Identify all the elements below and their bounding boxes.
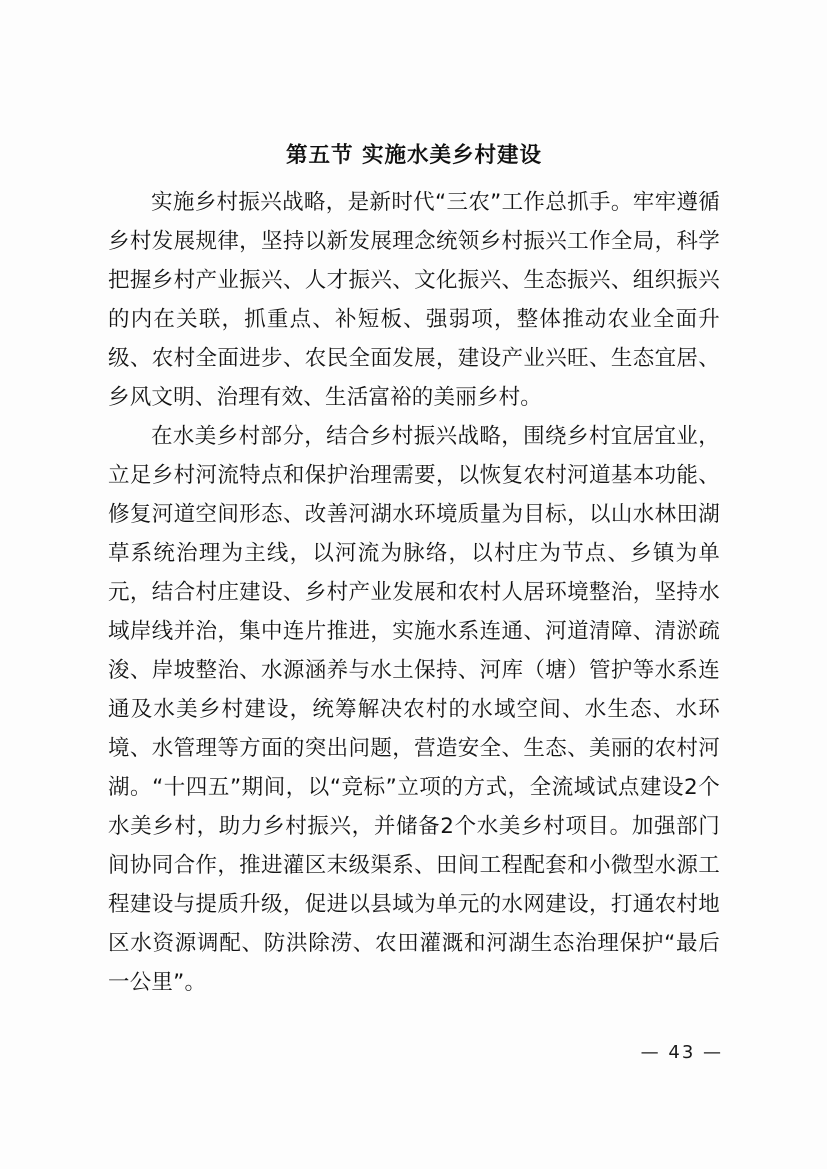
document-body xyxy=(108,138,720,1002)
paragraph-2: 在水美乡村部分，结合乡村振兴战略，围绕乡村宜居宜业，立足乡村河流特点和保护治理需要，以恢复农村河道基本功能、修复河道空间形态、改善河湖水环境质量为目标，以山水林田湖草系统治理为主线，以河流为脉络，以村庄为节点、乡镇为单元，结合村庄建设、乡村产业发展和农村人居环境整治，坚持水域岸线并治，集中连片推进，实施水系连通、河道清障、清淤疏浚、岸坡整治、水源涵养与水土保持、河库（塘）管护等水系连通及水美乡村建设，统筹解决农村的水域空间、水生态、水环境、水管理等方面的突出问题，营造安全、生态、美丽的农村河湖。“十四五”期间，以“竞标”立项的方式，全流域试点建设2个水美乡村，助力乡村振兴，并储备2个水美乡村项目。加强部门间协同合作，推进灌区末级渠系、田间工程配套和小微型水源工程建设与提质升级，促进以县域为单元的水网建设，打通农村地区水资源调配、防洪除涝、农田灌溉和河湖生态治理保护“最后一公里”。 xyxy=(108,424,720,995)
page-title: 第五节 实施水美乡村建设 xyxy=(286,143,542,168)
page-number: — 43 — xyxy=(640,1042,723,1063)
paragraph-1: 实施乡村振兴战略，是新时代“三农”工作总抓手。牢牢遵循乡村发展规律，坚持以新发展理念统领乡村振兴工作全局，科学把握乡村产业振兴、人才振兴、文化振兴、生态振兴、组织振兴的内在关联，抓重点、补短板、强弱项，整体推动农业全面升级、农村全面进步、农民全面发展，建设产业兴旺、生态宜居、乡风文明、治理有效、生活富裕的美丽乡村。 xyxy=(108,190,720,410)
